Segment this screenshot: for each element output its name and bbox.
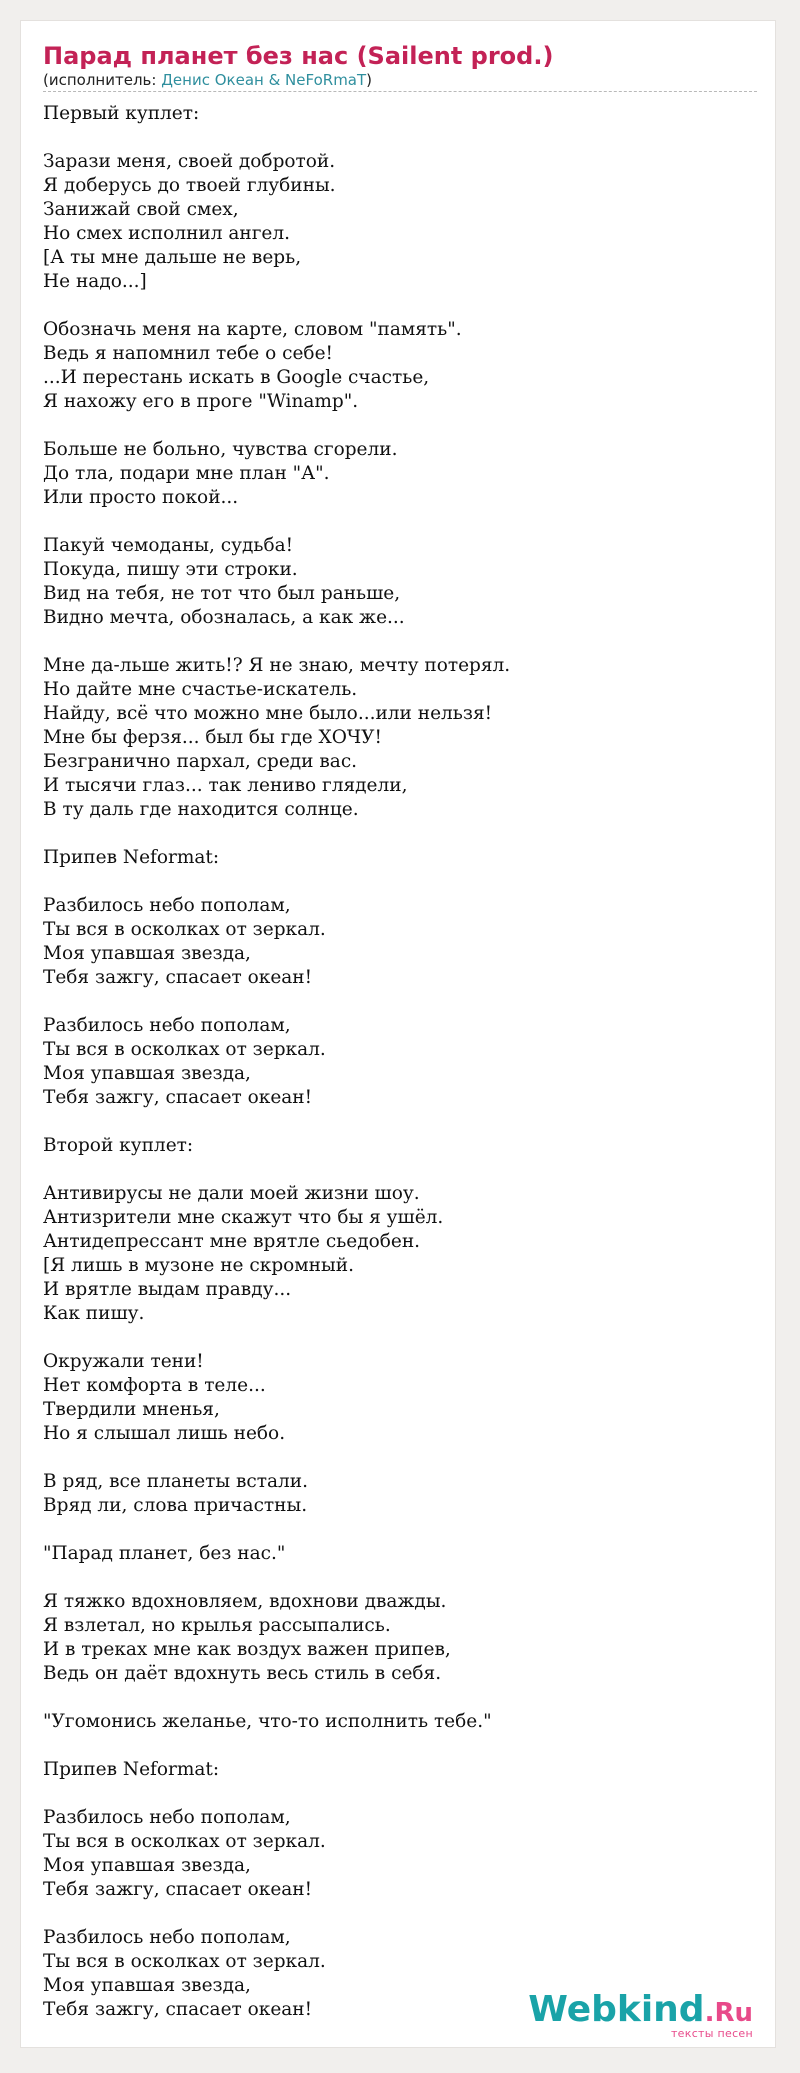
artist-suffix: ) bbox=[366, 71, 373, 89]
logo-wordmark bbox=[528, 1989, 753, 2030]
webkind-logo[interactable] bbox=[528, 1989, 753, 2040]
lyrics-text: Первый куплет: Зарази меня, своей добротой. Я доберусь до твоей глубины. Занижай свой смех, Но смех исполнил ангел. [А ты мне дальше не верь, Не надо...] Обозначь меня на карте, словом "память". Ведь я напомнил тебе о себе! ...И перестань искать в Google счастье, Я нахожу его в проге "Winamp". Больше не больно, чувства сгорели. До тла, подари мне план "А". Или просто покой... Пакуй чемоданы, судьба! Покуда, пишу эти строки. Вид на тебя, не тот что был раньше, Видно мечта, обозналась, а как же... Мне да-льше жить!? Я не знаю, мечту потерял. Но дайте мне счастье-искатель. Найду, всё что можно мне было...или нельзя! Мне бы ферзя... был бы где ХОЧУ! Безгранично пархал, среди вас. И тысячи глаз... так лениво глядели, В ту даль где находится солнце. Припев Neformat: Разбилось небо пополам, Ты вся в осколках от зеркал. Моя упавшая звезда, Тебя зажгу, спасает океан! Разбилось небо пополам, Ты вся в осколках от зеркал. Моя упавшая звезда, Тебя зажгу, спасает океан! Второй куплет: Антивирусы не дали моей жизни шоу. Антизрители мне скажут что бы я ушёл. Антидепрессант мне врятле сьедобен. [Я лишь в музоне не скромный. И врятле выдам правду... Как пишу. Окружали тени! Нет комфорта в теле... Твердили мненья, Но я слышал лишь небо. В ряд, все планеты встали. Вряд ли, слова причастны. "Парад планет, без нас." Я тяжко вдохновляем, вдохнови дважды. Я взлетал, но крылья рассыпались. И в треках мне как воздух важен припев, Ведь он даёт вдохнуть весь стиль в себя. "Угомонись желанье, что-то исполнить тебе." Припев Neformat: Разбилось небо пополам, Ты вся в осколках от зеркал. Моя упавшая звезда, Тебя зажгу, спасает океан! Разбилось небо пополам, Ты вся в осколках от зеркал. Моя упавшая звезда, Тебя зажгу, спасает океан! bbox=[43, 103, 511, 2020]
logo-name: Webkind bbox=[528, 1989, 705, 2030]
artist-link[interactable]: Денис Океан & NeFoRmaT bbox=[161, 71, 367, 89]
logo-tld: .Ru bbox=[704, 1998, 753, 2028]
artist-prefix: (исполнитель: bbox=[43, 71, 162, 89]
lyrics-card bbox=[20, 20, 776, 2048]
song-header bbox=[43, 41, 757, 92]
logo-tagline: тексты песен bbox=[670, 2027, 753, 2040]
song-title: Парад планет без нас (Sailent prod.) bbox=[43, 42, 554, 70]
artist-line bbox=[43, 71, 757, 89]
